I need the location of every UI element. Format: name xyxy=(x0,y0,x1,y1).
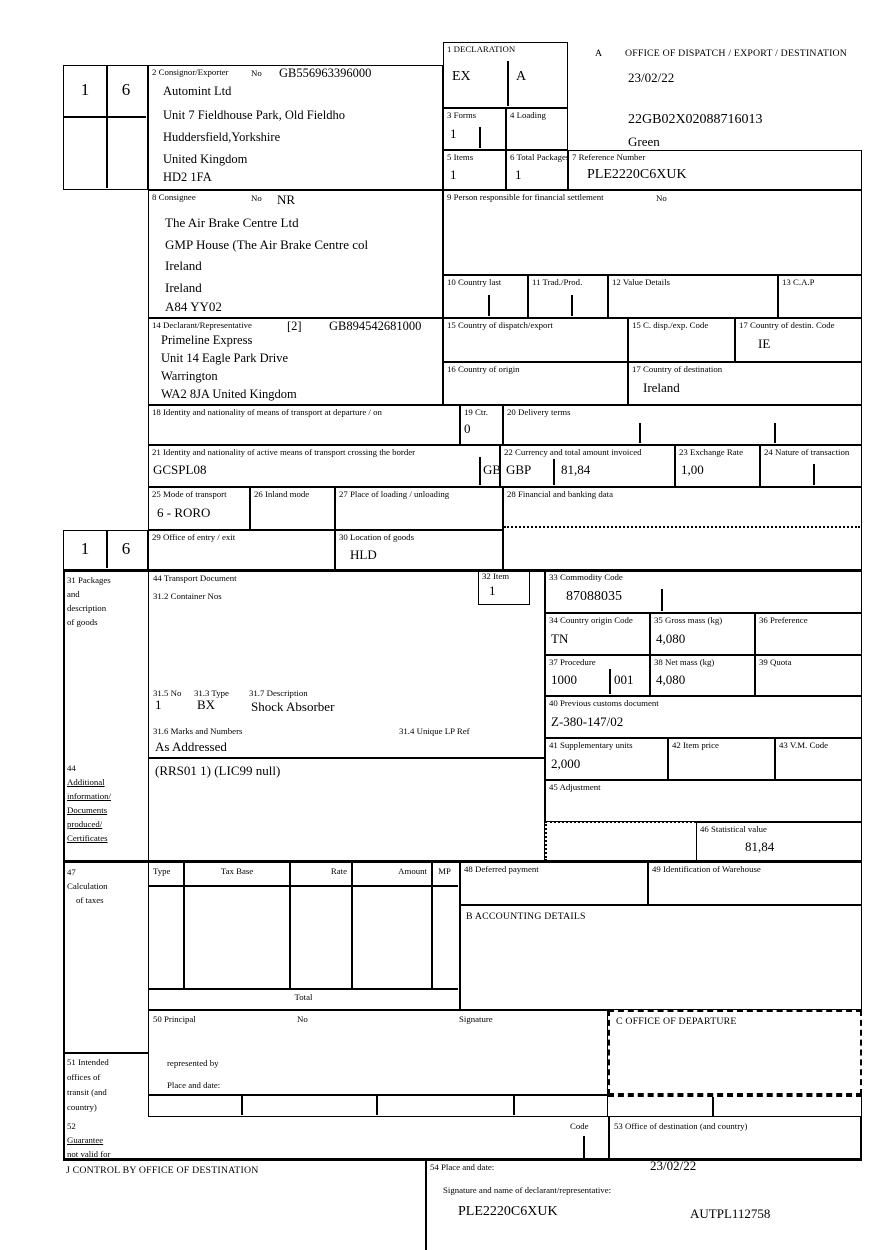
tick xyxy=(774,423,776,443)
section-b-label: B ACCOUNTING DETAILS xyxy=(466,911,586,922)
box-8-line: A84 YY02 xyxy=(165,299,222,314)
box-52-label-line: 52 xyxy=(67,1121,76,1131)
divider xyxy=(431,863,433,988)
box-23-exchange-rate xyxy=(675,445,760,487)
box-22-currency: GBP xyxy=(506,462,532,477)
box-10-country-last xyxy=(443,275,528,318)
box-54-reference: PLE2220C6XUK xyxy=(458,1204,558,1219)
box-47-label-line: 47 xyxy=(67,867,76,877)
tick xyxy=(639,423,641,443)
box-21-active-transport xyxy=(148,445,500,487)
box-49-label: 49 Identification of Warehouse xyxy=(652,864,761,874)
divider xyxy=(860,1117,862,1160)
box-31-6-value: As Addressed xyxy=(155,739,227,754)
box-31-6-label: 31.6 Marks and Numbers xyxy=(153,726,243,736)
box-49-warehouse-id xyxy=(648,862,862,905)
box-8-no-value: NR xyxy=(277,192,296,207)
box-2-line: Huddersfield,Yorkshire xyxy=(163,130,281,144)
box-50-signature-label: Signature xyxy=(459,1014,493,1024)
box-5-label: 5 Items xyxy=(447,152,474,162)
divider xyxy=(608,1117,610,1160)
tick xyxy=(583,1136,585,1158)
box-8-line: GMP House (The Air Brake Centre col xyxy=(165,237,369,252)
box-38-net-mass xyxy=(650,655,755,696)
box-54-date: 23/02/22 xyxy=(650,1158,697,1173)
box-31-5-label: 31.5 No xyxy=(153,688,182,698)
divider xyxy=(289,863,291,988)
box-34-country-origin-code xyxy=(545,613,650,655)
box-41-label: 41 Supplementary units xyxy=(549,740,633,750)
tax-col-mp: MP xyxy=(438,866,451,876)
box-18-label: 18 Identity and nationality of means of transport at departure / on xyxy=(152,407,382,417)
tick xyxy=(479,127,481,148)
box-30-location-goods xyxy=(335,530,503,570)
box-40-previous-document xyxy=(545,696,862,738)
box-50-place-date-label: Place and date: xyxy=(167,1080,221,1090)
box-14-line: Primeline Express xyxy=(161,333,253,347)
box-52-code-label: Code xyxy=(570,1121,589,1131)
tax-col-tax-base: Tax Base xyxy=(220,866,254,876)
divider xyxy=(513,1096,515,1115)
divider xyxy=(351,863,353,988)
box-2-label: 2 Consignor/Exporter xyxy=(152,67,229,77)
left-rail xyxy=(63,570,65,1160)
box-31-label-line: 31 Packages xyxy=(67,575,111,585)
section-a-mrn: 22GB02X02088716013 xyxy=(628,112,763,127)
box-44-label-line: Certificates xyxy=(67,833,108,843)
box-2-no-label: No xyxy=(251,68,262,78)
box-44-label-line: 44 xyxy=(67,763,76,773)
box-38-value: 4,080 xyxy=(656,672,686,687)
box-54-label: 54 Place and date: xyxy=(430,1162,495,1172)
divider xyxy=(553,459,555,485)
box-42-label: 42 Item price xyxy=(672,740,719,750)
box-4-loading xyxy=(506,108,568,150)
box-44-additional-info xyxy=(148,758,545,862)
box-9-label: 9 Person responsible for financial settlement xyxy=(447,192,604,202)
box-21-nationality: GB xyxy=(483,462,502,477)
box-8-label: 8 Consignee xyxy=(152,192,196,202)
box-40-label: 40 Previous customs document xyxy=(549,698,659,708)
box-8-line: Ireland xyxy=(165,258,202,273)
box-3-value: 1 xyxy=(450,126,457,141)
box-8-line: Ireland xyxy=(165,280,202,295)
box-8-no-label: No xyxy=(251,193,262,203)
box-25-value: 6 - RORO xyxy=(157,505,211,520)
box-48-label: 48 Deferred payment xyxy=(464,864,539,874)
box-1-type: EX xyxy=(452,69,471,84)
section-a-date: 23/02/22 xyxy=(628,70,675,85)
box-25-label: 25 Mode of transport xyxy=(152,489,227,499)
box-17-destination-code xyxy=(735,318,862,362)
copy-number-table-bottom xyxy=(63,530,148,570)
box-35-label: 35 Gross mass (kg) xyxy=(654,615,723,625)
box-31-label-line: and xyxy=(67,589,80,599)
divider xyxy=(376,1096,378,1115)
box-18-transport-departure xyxy=(148,405,460,445)
box-41-supplementary-units xyxy=(545,738,668,780)
box-4-label: 4 Loading xyxy=(510,110,546,120)
box-15b-label: 15 C. disp./exp. Code xyxy=(632,320,709,330)
box-24-nature-transaction xyxy=(760,445,862,487)
box-11-trad-prod xyxy=(528,275,608,318)
box-35-gross-mass xyxy=(650,613,755,655)
box-20-delivery-terms xyxy=(503,405,862,445)
copy-number-left: 1 xyxy=(80,539,90,558)
box-47-label-line: of taxes xyxy=(76,895,104,905)
box-44-transport-doc-label: 44 Transport Document xyxy=(153,573,237,583)
section-b-accounting xyxy=(460,905,862,1010)
box-1-subtype: A xyxy=(516,69,527,84)
box-32-item xyxy=(478,570,530,605)
box-12-value-details xyxy=(608,275,778,318)
box-54-auth-number: AUTPL112758 xyxy=(690,1206,771,1221)
box-46-label: 46 Statistical value xyxy=(700,824,767,834)
box-24-label: 24 Nature of transaction xyxy=(764,447,850,457)
box-1-label: 1 DECLARATION xyxy=(447,44,516,54)
dotted-divider xyxy=(545,821,547,861)
box-7-value: PLE2220C6XUK xyxy=(587,167,687,182)
box-36-label: 36 Preference xyxy=(759,615,808,625)
box-33-value: 87088035 xyxy=(566,589,622,604)
box-6-total-packages xyxy=(506,150,568,190)
box-11-label: 11 Trad./Prod. xyxy=(532,277,583,287)
section-a-routing: Green xyxy=(628,134,660,149)
box-14-line: WA2 8JA United Kingdom xyxy=(161,387,297,401)
box-50-no-label: No xyxy=(297,1014,308,1024)
divider xyxy=(183,863,185,988)
section-divider xyxy=(63,1158,862,1161)
box-14-eori: GB894542681000 xyxy=(329,319,422,333)
box-22-label: 22 Currency and total amount invoiced xyxy=(504,447,642,457)
box-40-value: Z-380-147/02 xyxy=(551,714,624,729)
box-17a-value: IE xyxy=(758,336,771,351)
box-45-adjustment xyxy=(545,780,862,822)
box-25-mode-transport xyxy=(148,487,250,530)
divider xyxy=(63,1052,148,1054)
box-23-value: 1,00 xyxy=(681,462,704,477)
tick xyxy=(571,295,573,316)
box-38-label: 38 Net mass (kg) xyxy=(654,657,715,667)
box-2-line: United Kingdom xyxy=(163,152,248,166)
tax-col-rate: Rate xyxy=(330,866,347,876)
copy-number-table-top xyxy=(63,65,148,190)
dotted-divider xyxy=(504,526,860,528)
box-26-label: 26 Inland mode xyxy=(254,489,310,499)
box-14-line: Unit 14 Eagle Park Drive xyxy=(161,351,289,365)
box-43-vm-code xyxy=(775,738,862,780)
box-33-commodity-code xyxy=(545,570,862,613)
box-14-line: Warrington xyxy=(161,369,218,383)
copy-number-right: 6 xyxy=(121,539,131,558)
section-j-label: J CONTROL BY OFFICE OF DESTINATION xyxy=(66,1165,259,1176)
box-31-4-label: 31.4 Unique LP Ref xyxy=(399,726,470,736)
box-17b-value: Ireland xyxy=(643,380,680,395)
box-5-value: 1 xyxy=(450,167,457,182)
tick xyxy=(488,295,490,316)
section-c-office-departure xyxy=(608,1010,862,1095)
box-13-label: 13 C.A.P xyxy=(782,277,815,287)
tax-total-label: Total xyxy=(294,992,313,1002)
box-3-forms xyxy=(443,108,506,150)
box-2-line: Unit 7 Fieldhouse Park, Old Fieldho xyxy=(163,108,345,122)
box-28-financial-banking xyxy=(503,487,862,570)
tick xyxy=(813,464,815,485)
box-9-financial-settlement xyxy=(443,190,862,275)
box-31-7-value: Shock Absorber xyxy=(251,699,335,714)
box-34-value: TN xyxy=(551,631,569,646)
box-47-label-line: Calculation xyxy=(67,881,108,891)
box-10-label: 10 Country last xyxy=(447,277,502,287)
box-22-currency-amount xyxy=(500,445,675,487)
box-19-label: 19 Ctr. xyxy=(464,407,488,417)
divider xyxy=(149,885,458,887)
box-14-rep-code: [2] xyxy=(287,319,302,333)
transit-office-grid xyxy=(148,1095,608,1117)
box-48-deferred-payment xyxy=(460,862,648,905)
box-41-value: 2,000 xyxy=(551,756,581,771)
box-2-line: Automint Ltd xyxy=(163,84,232,98)
box-21-value: GCSPL08 xyxy=(153,462,207,477)
box-31-label-line: of goods xyxy=(67,617,98,627)
divider xyxy=(241,1096,243,1115)
box-51-label-line: transit (and xyxy=(67,1087,107,1097)
box-17-country-destination xyxy=(628,362,862,405)
tax-col-amount: Amount xyxy=(398,866,427,876)
box-51-label-line: 51 Intended xyxy=(67,1057,109,1067)
box-53-label: 53 Office of destination (and country) xyxy=(614,1121,748,1131)
box-39-label: 39 Quota xyxy=(759,657,792,667)
section-a-title: OFFICE OF DISPATCH / EXPORT / DESTINATION xyxy=(625,48,848,59)
box-37-value-1: 1000 xyxy=(551,672,577,687)
box-31-5-value: 1 xyxy=(155,697,162,712)
box-29-label: 29 Office of entry / exit xyxy=(152,532,236,542)
box-7-label: 7 Reference Number xyxy=(572,152,646,162)
box-42-item-price xyxy=(668,738,775,780)
box-16-country-origin xyxy=(443,362,628,405)
box-52-label-line: Guarantee xyxy=(67,1135,104,1145)
box-39-quota xyxy=(755,655,862,696)
box-8-line: The Air Brake Centre Ltd xyxy=(165,215,299,230)
box-30-label: 30 Location of goods xyxy=(339,532,415,542)
box-37-value-2: 001 xyxy=(614,672,634,687)
box-19-value: 0 xyxy=(464,421,471,436)
divider xyxy=(479,457,481,485)
divider xyxy=(712,1097,714,1116)
box-44-label-line: produced/ xyxy=(67,819,103,829)
box-50-principal xyxy=(148,1010,608,1095)
box-26-inland-mode xyxy=(250,487,335,530)
box-27-place-loading xyxy=(335,487,503,530)
box-14-declarant xyxy=(148,318,443,405)
box-30-value: HLD xyxy=(350,547,377,562)
box-54-signature-label: Signature and name of declarant/representative: xyxy=(443,1185,612,1195)
box-31-7-label: 31.7 Description xyxy=(249,688,308,698)
divider xyxy=(507,61,509,106)
box-44-label-line: Documents xyxy=(67,805,108,815)
box-31-label-line: description xyxy=(67,603,107,613)
box-51-label-line: offices of xyxy=(67,1072,101,1082)
box-6-value: 1 xyxy=(515,167,522,182)
box-17b-label: 17 Country of destination xyxy=(632,364,723,374)
box-28-label: 28 Financial and banking data xyxy=(507,489,614,499)
divider xyxy=(149,988,458,990)
box-2-eori: GB556963396000 xyxy=(279,66,372,80)
box-47-tax-table xyxy=(148,862,460,1010)
box-15-dispatch-code xyxy=(628,318,735,362)
box-2-line: HD2 1FA xyxy=(163,170,212,184)
box-37-procedure xyxy=(545,655,650,696)
box-44-label-line: Additional xyxy=(67,777,105,787)
box-29-office-entry-exit xyxy=(148,530,335,570)
box-20-label: 20 Delivery terms xyxy=(507,407,571,417)
box-50-label: 50 Principal xyxy=(153,1014,196,1024)
dotted-divider xyxy=(545,821,696,823)
box-17a-label: 17 Country of destin. Code xyxy=(739,320,835,330)
box-16-label: 16 Country of origin xyxy=(447,364,520,374)
box-44-label-line: information/ xyxy=(67,791,111,801)
box-5-items xyxy=(443,150,506,190)
box-33-label: 33 Commodity Code xyxy=(549,572,623,582)
box-8-consignee xyxy=(148,190,443,318)
divider xyxy=(425,1160,427,1250)
transit-office-grid-right xyxy=(608,1095,862,1117)
box-31-3-label: 31.3 Type xyxy=(194,688,229,698)
box-51-label-line: country) xyxy=(67,1102,97,1112)
box-31-3-value: BX xyxy=(197,697,216,712)
box-6-label: 6 Total Packages xyxy=(510,152,570,162)
tax-col-type: Type xyxy=(153,866,171,876)
box-32-label: 32 Item xyxy=(482,571,510,581)
section-c-label: C OFFICE OF DEPARTURE xyxy=(616,1016,737,1027)
box-9-no-label: No xyxy=(656,193,667,203)
tick xyxy=(661,589,663,611)
box-46-statistical-value xyxy=(696,822,862,862)
section-a-letter: A xyxy=(595,48,603,59)
box-46-value: 81,84 xyxy=(745,839,775,854)
box-44-value: (RRS01 1) (LIC99 null) xyxy=(155,763,281,778)
box-3-label: 3 Forms xyxy=(447,110,477,120)
box-50-represented-by-label: represented by xyxy=(167,1058,219,1068)
box-12-label: 12 Value Details xyxy=(612,277,670,287)
box-22-amount: 81,84 xyxy=(561,462,591,477)
box-7-reference-number xyxy=(568,150,862,190)
box-43-label: 43 V.M. Code xyxy=(779,740,829,750)
divider xyxy=(609,669,611,694)
box-27-label: 27 Place of loading / unloading xyxy=(339,489,450,499)
copy-number-right: 6 xyxy=(121,80,131,99)
divider xyxy=(64,116,146,118)
box-19-ctr xyxy=(460,405,503,445)
box-35-value: 4,080 xyxy=(656,631,686,646)
box-23-label: 23 Exchange Rate xyxy=(679,447,743,457)
copy-number-left: 1 xyxy=(80,80,90,99)
box-14-label: 14 Declarant/Representative xyxy=(152,320,252,330)
box-2-consignor xyxy=(148,65,443,190)
box-36-preference xyxy=(755,613,862,655)
box-15a-label: 15 Country of dispatch/export xyxy=(447,320,553,330)
box-34-label: 34 Country origin Code xyxy=(549,615,633,625)
box-15-country-dispatch xyxy=(443,318,628,362)
box-52-label-line: not valid for xyxy=(67,1149,111,1159)
box-21-label: 21 Identity and nationality of active means of transport crossing the border xyxy=(152,447,416,457)
box-31-2-label: 31.2 Container Nos xyxy=(153,591,222,601)
box-13-cap xyxy=(778,275,862,318)
box-37-label: 37 Procedure xyxy=(549,657,596,667)
box-45-label: 45 Adjustment xyxy=(549,782,601,792)
box-32-value: 1 xyxy=(489,583,496,598)
box-1-declaration xyxy=(443,42,568,108)
